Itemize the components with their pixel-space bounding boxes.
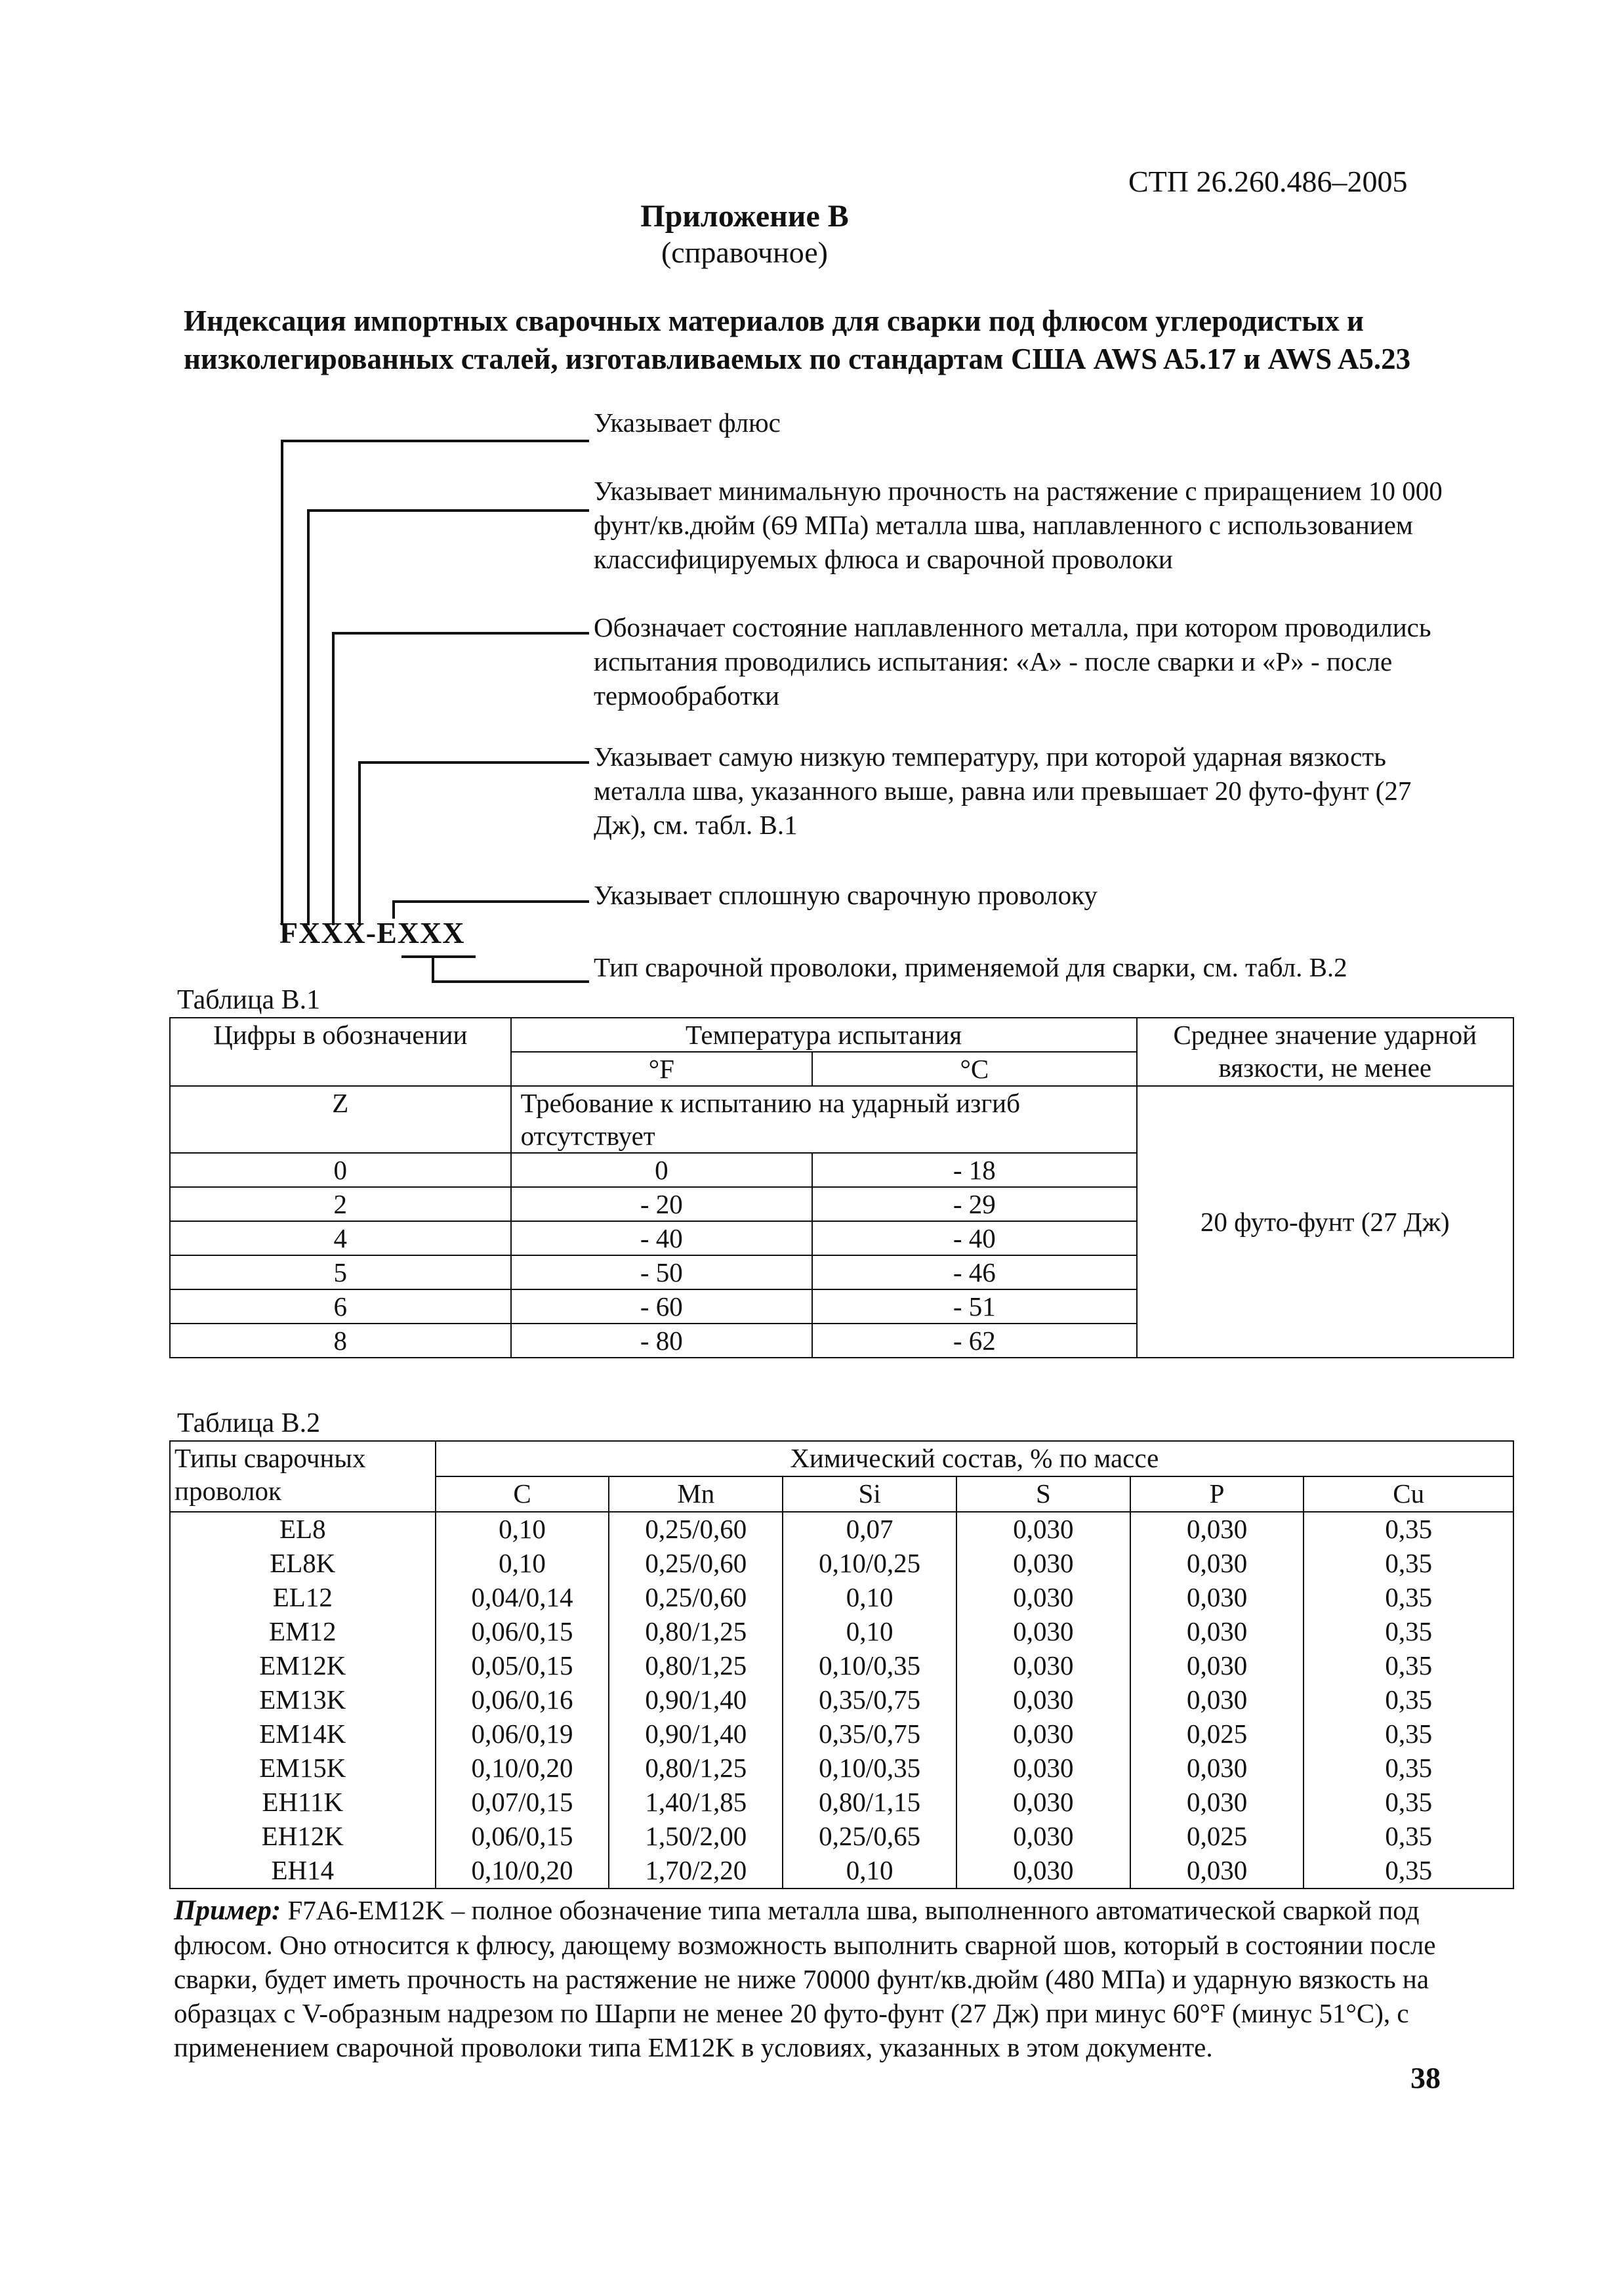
table-cell: - 62 — [812, 1324, 1136, 1358]
table-cell: - 60 — [511, 1289, 813, 1324]
t2-header-chem: Химический состав, % по массе — [436, 1441, 1513, 1476]
table-cell: 0,35 — [1304, 1649, 1513, 1683]
table-cell: 0,10/0,35 — [783, 1751, 956, 1785]
table-cell: 4 — [170, 1221, 511, 1255]
table-cell: 6 — [170, 1289, 511, 1324]
table-cell: - 51 — [812, 1289, 1136, 1324]
table-cell: 0,10/0,20 — [436, 1854, 609, 1889]
table-row — [170, 1512, 1513, 1547]
table-cell: 0,35/0,75 — [783, 1683, 956, 1717]
table-cell: 0,06/0,15 — [436, 1820, 609, 1854]
table-cell: 0,030 — [1130, 1581, 1304, 1615]
table-cell: 0,030 — [956, 1547, 1130, 1581]
table-cell: 1,40/1,85 — [609, 1785, 783, 1820]
table-cell: 0,35/0,75 — [783, 1717, 956, 1751]
table-cell: 0,10 — [783, 1615, 956, 1649]
table-cell: 0,04/0,14 — [436, 1581, 609, 1615]
table-row — [170, 1751, 1513, 1785]
table-cell: 2 — [170, 1187, 511, 1221]
table-cell: 0,030 — [956, 1785, 1130, 1820]
table-cell: 0,10 — [783, 1581, 956, 1615]
table-cell: - 40 — [812, 1221, 1136, 1255]
table-row — [170, 1547, 1513, 1581]
table-cell: 0,25/0,65 — [783, 1820, 956, 1854]
table-row — [170, 1717, 1513, 1751]
table-cell: 0,030 — [1130, 1785, 1304, 1820]
table-cell: 0,80/1,25 — [609, 1615, 783, 1649]
section-heading: Индексация импортных сварочных материалов для сварки под флюсом углеродистых и низколегированных сталей, изготавливаемых по стандартам США AWS A5.17 и AWS A5.23 — [184, 304, 1411, 375]
t1-header-impact: Среднее значение ударной вязкости, не менее — [1137, 1018, 1513, 1086]
desc-flux: Указывает флюс — [594, 407, 781, 438]
table-cell: 0,030 — [1130, 1649, 1304, 1683]
table-cell: 0,25/0,60 — [609, 1581, 783, 1615]
table-cell: 0,80/1,25 — [609, 1751, 783, 1785]
t2-col-s: S — [956, 1476, 1130, 1512]
table-cell: 0,030 — [956, 1581, 1130, 1615]
document-number: СТП 26.260.486–2005 — [1128, 165, 1408, 198]
table-cell: 0,07/0,15 — [436, 1785, 609, 1820]
t1-z-text: Требование к испытанию на ударный изгиб отсутствует — [511, 1086, 1137, 1153]
table-cell: 0,35 — [1304, 1683, 1513, 1717]
table-cell: EH12K — [170, 1820, 436, 1854]
t1-impact-value: 20 футо-фунт (27 Дж) — [1137, 1086, 1513, 1358]
t1-header-digits: Цифры в обозначении — [170, 1018, 511, 1086]
table-cell: 0 — [170, 1153, 511, 1187]
table-cell: 0,35 — [1304, 1785, 1513, 1820]
t2-header-types: Типы сварочных проволок — [170, 1441, 436, 1512]
t1-header-f: °F — [511, 1052, 813, 1086]
table-cell: 0,030 — [956, 1820, 1130, 1854]
table-cell: 0,35 — [1304, 1615, 1513, 1649]
table-cell: - 80 — [511, 1324, 813, 1358]
table-cell: - 18 — [812, 1153, 1136, 1187]
table-row — [170, 1581, 1513, 1615]
appendix-title: Приложение В — [640, 199, 849, 234]
table-cell: 0,35 — [1304, 1751, 1513, 1785]
table-cell: 0,030 — [956, 1512, 1130, 1547]
table-b1 — [169, 1017, 1514, 1358]
table-row — [170, 1785, 1513, 1820]
table-cell: EM13K — [170, 1683, 436, 1717]
desc-wire-type: Тип сварочной проволоки, применяемой для сварки, см. табл. В.2 — [594, 952, 1347, 982]
table-cell: 0,25/0,60 — [609, 1512, 783, 1547]
table-cell: 0,06/0,15 — [436, 1615, 609, 1649]
table-row — [170, 1615, 1513, 1649]
t1-z-digit: Z — [170, 1086, 511, 1153]
t2-col-cu: Cu — [1304, 1476, 1513, 1512]
t2-col-si: Si — [783, 1476, 956, 1512]
table-cell: EH14 — [170, 1854, 436, 1889]
table-cell: - 29 — [812, 1187, 1136, 1221]
table-cell: 0,35 — [1304, 1717, 1513, 1751]
table-cell: 0,10/0,25 — [783, 1547, 956, 1581]
table-cell: EL8 — [170, 1512, 436, 1547]
table-cell: 0,10 — [436, 1547, 609, 1581]
designation-code: FXXX-EXXX — [279, 916, 465, 950]
table-cell: 0,030 — [1130, 1547, 1304, 1581]
table-cell: EL12 — [170, 1581, 436, 1615]
table-cell: EH11K — [170, 1785, 436, 1820]
table-cell: 0,06/0,16 — [436, 1683, 609, 1717]
table-cell: 0,07 — [783, 1512, 956, 1547]
example-paragraph — [174, 1893, 1453, 2064]
table-cell: - 40 — [511, 1221, 813, 1255]
table-cell: 0,25/0,60 — [609, 1547, 783, 1581]
table-cell: 0,06/0,19 — [436, 1717, 609, 1751]
table-row — [170, 1683, 1513, 1717]
t2-col-c: C — [436, 1476, 609, 1512]
table-cell: 0,030 — [1130, 1615, 1304, 1649]
t1-header-temp: Температура испытания — [511, 1018, 1137, 1052]
example-label: Пример: — [174, 1895, 281, 1926]
desc-tensile-strength: Указывает минимальную прочность на растяжение с приращением 10 000 фунт/кв.дюйм (69 МПа) металла шва, наплавленного с использованием классифицируемых флюса и сварочной проволоки — [594, 476, 1443, 574]
table-cell: 0,05/0,15 — [436, 1649, 609, 1683]
table-cell: 1,70/2,20 — [609, 1854, 783, 1889]
table-cell: 0,025 — [1130, 1717, 1304, 1751]
table-cell: 0,030 — [956, 1854, 1130, 1889]
t2-col-p: P — [1130, 1476, 1304, 1512]
table-cell: 0,35 — [1304, 1547, 1513, 1581]
desc-solid-wire: Указывает сплошную сварочную проволоку — [594, 880, 1098, 910]
table-cell: 0,030 — [1130, 1512, 1304, 1547]
table-cell: EM12K — [170, 1649, 436, 1683]
table-cell: 0,90/1,40 — [609, 1683, 783, 1717]
table-cell: 0,10/0,35 — [783, 1649, 956, 1683]
appendix-type: (справочное) — [661, 236, 829, 269]
table-cell: EM14K — [170, 1717, 436, 1751]
desc-condition: Обозначает состояние наплавленного металла, при котором проводились испытания проводились испытания: «A» - после сварки и «P» - после термообработки — [594, 612, 1431, 711]
table-cell: 0,10 — [436, 1512, 609, 1547]
table-cell: 0,025 — [1130, 1820, 1304, 1854]
table-cell: 0 — [511, 1153, 813, 1187]
table-row — [170, 1854, 1513, 1889]
table-cell: 0,030 — [956, 1649, 1130, 1683]
table-row — [170, 1820, 1513, 1854]
table-cell: - 46 — [812, 1255, 1136, 1289]
table-cell: 0,030 — [956, 1717, 1130, 1751]
t2-col-mn: Mn — [609, 1476, 783, 1512]
table1-caption: Таблица В.1 — [177, 985, 321, 1015]
t1-header-c: °C — [812, 1052, 1136, 1086]
table-cell: EM15K — [170, 1751, 436, 1785]
table-cell: 0,030 — [956, 1683, 1130, 1717]
table-cell: 5 — [170, 1255, 511, 1289]
table-row — [170, 1649, 1513, 1683]
table-cell: 0,030 — [1130, 1683, 1304, 1717]
table-cell: 0,10 — [783, 1854, 956, 1889]
table-cell: 0,030 — [1130, 1751, 1304, 1785]
table-cell: - 20 — [511, 1187, 813, 1221]
example-text: F7A6-EM12K – полное обозначение типа металла шва, выполненного автоматической сваркой под флюсом. Оно относится к флюсу, дающему возможность выполнить сварной шов, который в состоянии после сварки, будет иметь прочность на растяжение не ниже 70000 фунт/кв.дюйм (480 МПа) и ударную вязкость на образцах с V-образным надрезом по Шарпи не менее 20 футо-фунт (27 Дж) при минус 60°F (минус 51°C), с применением сварочной проволоки типа EM12K в условиях, указанных в этом документе. — [174, 1895, 1436, 2062]
table-cell: 0,80/1,25 — [609, 1649, 783, 1683]
table-cell: 0,030 — [1130, 1854, 1304, 1889]
table-b2 — [169, 1440, 1514, 1889]
table-cell: 0,10/0,20 — [436, 1751, 609, 1785]
table-cell: 0,35 — [1304, 1820, 1513, 1854]
table-cell: 0,35 — [1304, 1512, 1513, 1547]
table-cell: 0,35 — [1304, 1854, 1513, 1889]
table-cell: - 50 — [511, 1255, 813, 1289]
table-cell: 8 — [170, 1324, 511, 1358]
table-cell: 1,50/2,00 — [609, 1820, 783, 1854]
table-cell: EL8K — [170, 1547, 436, 1581]
page-number: 38 — [1410, 2061, 1441, 2095]
table-cell: 0,35 — [1304, 1581, 1513, 1615]
table-cell: EM12 — [170, 1615, 436, 1649]
table-cell: 0,030 — [956, 1751, 1130, 1785]
table-cell: 0,030 — [956, 1615, 1130, 1649]
desc-temperature: Указывает самую низкую температуру, при которой ударная вязкость металла шва, указанного выше, равна или превышает 20 футо-фунт (27 Дж), см. табл. В.1 — [594, 741, 1412, 840]
table-cell: 0,80/1,15 — [783, 1785, 956, 1820]
table2-caption: Таблица В.2 — [177, 1408, 321, 1438]
table-cell: 0,90/1,40 — [609, 1717, 783, 1751]
